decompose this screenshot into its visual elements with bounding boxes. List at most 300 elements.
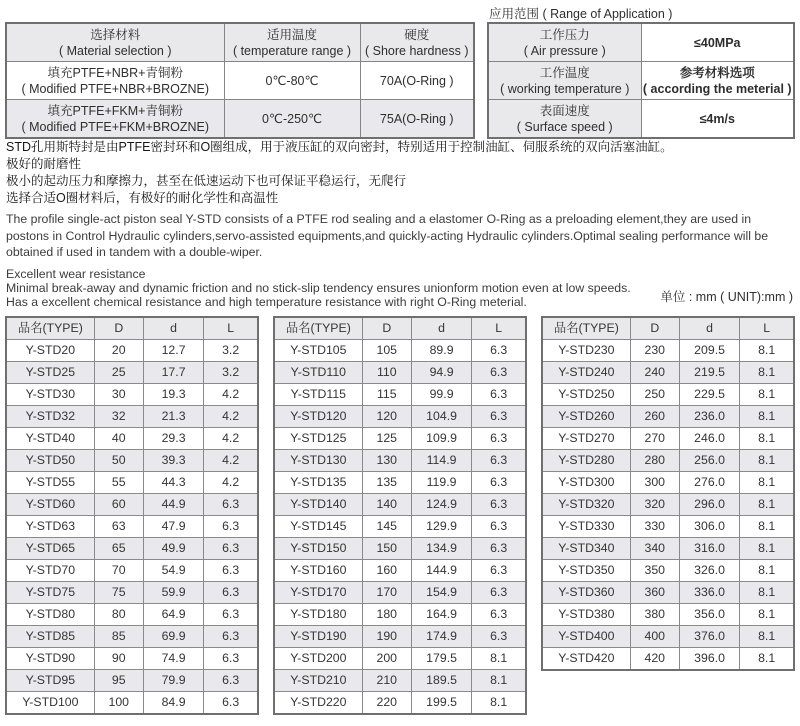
d-inner-cell: 326.0 bbox=[679, 560, 739, 582]
d-inner-cell: 316.0 bbox=[679, 538, 739, 560]
d-inner-cell: 336.0 bbox=[679, 582, 739, 604]
type-cell: Y-STD30 bbox=[6, 384, 94, 406]
table-row bbox=[274, 648, 526, 670]
l-cell: 6.3 bbox=[204, 626, 258, 648]
table-row bbox=[6, 406, 258, 428]
material-cell bbox=[6, 62, 224, 100]
d-inner-cell: 64.9 bbox=[143, 604, 203, 626]
size-table-2 bbox=[273, 316, 527, 715]
l-cell: 6.3 bbox=[204, 648, 258, 670]
d-outer-cell: 240 bbox=[630, 362, 679, 384]
header-en: ( Material selection ) bbox=[58, 43, 172, 58]
d-inner-cell: 119.9 bbox=[411, 472, 471, 494]
d-inner-cell: 74.9 bbox=[143, 648, 203, 670]
table-row bbox=[274, 670, 526, 692]
unit-note: 单位 : mm ( UNIT):mm ) bbox=[660, 290, 793, 304]
d-inner-cell: 236.0 bbox=[679, 406, 739, 428]
l-cell: 8.1 bbox=[740, 604, 794, 626]
label-en: ( Air pressure ) bbox=[523, 43, 606, 58]
table-row bbox=[6, 560, 258, 582]
type-cell: Y-STD330 bbox=[542, 516, 630, 538]
d-outer-cell: 300 bbox=[630, 472, 679, 494]
material-en: ( Modified PTFE+FKM+BROZNE) bbox=[21, 119, 210, 134]
l-cell: 4.2 bbox=[204, 472, 258, 494]
air-pressure-value bbox=[641, 23, 794, 62]
table-row bbox=[6, 670, 258, 692]
l-cell: 8.1 bbox=[740, 626, 794, 648]
value-line: ≤40MPa bbox=[694, 35, 741, 50]
d-outer-cell: 60 bbox=[94, 494, 143, 516]
d-outer-cell: 95 bbox=[94, 670, 143, 692]
d-inner-cell: 229.5 bbox=[679, 384, 739, 406]
table-row bbox=[274, 384, 526, 406]
type-cell: Y-STD80 bbox=[6, 604, 94, 626]
d-outer-cell: 55 bbox=[94, 472, 143, 494]
l-cell: 6.3 bbox=[204, 692, 258, 715]
table-row bbox=[542, 406, 794, 428]
l-cell: 6.3 bbox=[472, 494, 526, 516]
type-cell: Y-STD350 bbox=[542, 560, 630, 582]
d-inner-cell: 39.3 bbox=[143, 450, 203, 472]
d-inner-cell: 19.3 bbox=[143, 384, 203, 406]
table-row bbox=[274, 406, 526, 428]
d-outer-cell: 350 bbox=[630, 560, 679, 582]
type-cell: Y-STD75 bbox=[6, 582, 94, 604]
l-cell: 6.3 bbox=[472, 428, 526, 450]
description-line-zh: 选择合适O圈材料后，有极好的耐化学性和高温性 bbox=[6, 191, 279, 205]
l-cell: 6.3 bbox=[472, 384, 526, 406]
label-zh: 工作温度 bbox=[539, 65, 590, 80]
d-inner-cell: 129.9 bbox=[411, 516, 471, 538]
type-cell: Y-STD85 bbox=[6, 626, 94, 648]
d-outer-cell: 180 bbox=[362, 604, 411, 626]
d-outer-cell: 210 bbox=[362, 670, 411, 692]
type-cell: Y-STD145 bbox=[274, 516, 362, 538]
type-cell: Y-STD280 bbox=[542, 450, 630, 472]
d-inner-column-header: d bbox=[411, 317, 471, 340]
type-cell: Y-STD200 bbox=[274, 648, 362, 670]
table-row bbox=[274, 538, 526, 560]
working-temperature-label bbox=[488, 62, 641, 100]
size-table-header-row bbox=[542, 317, 794, 340]
type-cell: Y-STD320 bbox=[542, 494, 630, 516]
value-line: 参考材料选项 bbox=[679, 65, 755, 80]
table-row bbox=[6, 472, 258, 494]
table-row bbox=[542, 450, 794, 472]
d-inner-cell: 276.0 bbox=[679, 472, 739, 494]
table-row bbox=[6, 362, 258, 384]
d-inner-cell: 189.5 bbox=[411, 670, 471, 692]
air-pressure-label bbox=[488, 23, 641, 62]
table-row bbox=[6, 62, 474, 100]
d-outer-cell: 280 bbox=[630, 450, 679, 472]
type-cell: Y-STD63 bbox=[6, 516, 94, 538]
d-outer-cell: 50 bbox=[94, 450, 143, 472]
d-outer-cell: 400 bbox=[630, 626, 679, 648]
l-cell: 8.1 bbox=[740, 516, 794, 538]
table-row bbox=[542, 538, 794, 560]
d-outer-cell: 360 bbox=[630, 582, 679, 604]
l-cell: 6.3 bbox=[472, 516, 526, 538]
d-inner-cell: 164.9 bbox=[411, 604, 471, 626]
type-cell: Y-STD220 bbox=[274, 692, 362, 715]
type-cell: Y-STD20 bbox=[6, 340, 94, 362]
type-column-header: 品名(TYPE) bbox=[274, 317, 362, 340]
type-cell: Y-STD60 bbox=[6, 494, 94, 516]
d-inner-cell: 21.3 bbox=[143, 406, 203, 428]
type-cell: Y-STD25 bbox=[6, 362, 94, 384]
d-inner-cell: 54.9 bbox=[143, 560, 203, 582]
table-row bbox=[6, 340, 258, 362]
d-inner-cell: 179.5 bbox=[411, 648, 471, 670]
l-cell: 6.3 bbox=[472, 560, 526, 582]
table-row bbox=[488, 62, 794, 100]
l-column-header: L bbox=[204, 317, 258, 340]
header-zh: 选择材料 bbox=[90, 27, 141, 42]
table-row bbox=[6, 692, 258, 715]
table-row bbox=[6, 100, 474, 139]
l-cell: 8.1 bbox=[740, 648, 794, 671]
l-cell: 8.1 bbox=[740, 406, 794, 428]
hardness-cell: 70A(O-Ring ) bbox=[360, 62, 474, 100]
l-cell: 3.2 bbox=[204, 362, 258, 384]
table-row bbox=[6, 516, 258, 538]
type-cell: Y-STD150 bbox=[274, 538, 362, 560]
material-header-row bbox=[6, 23, 474, 62]
size-table-header-row bbox=[274, 317, 526, 340]
d-inner-cell: 47.9 bbox=[143, 516, 203, 538]
d-outer-cell: 135 bbox=[362, 472, 411, 494]
table-row bbox=[6, 648, 258, 670]
description-line-zh: 极好的耐磨性 bbox=[6, 157, 82, 171]
d-outer-cell: 80 bbox=[94, 604, 143, 626]
header-en: ( Shore hardness ) bbox=[364, 43, 469, 58]
table-row bbox=[542, 582, 794, 604]
d-outer-cell: 160 bbox=[362, 560, 411, 582]
material-zh: 填充PTFE+NBR+青铜粉 bbox=[47, 65, 183, 80]
table-row bbox=[6, 384, 258, 406]
description-line-zh: STD孔用斯特封是由PTFE密封环和O圈组成，用于液压缸的双向密封，特别适用于控制油缸、伺服系统的双向活塞油缸。 bbox=[6, 140, 673, 154]
working-temperature-value bbox=[641, 62, 794, 100]
label-zh: 工作压力 bbox=[539, 27, 590, 42]
d-inner-cell: 114.9 bbox=[411, 450, 471, 472]
type-cell: Y-STD120 bbox=[274, 406, 362, 428]
d-outer-cell: 130 bbox=[362, 450, 411, 472]
type-cell: Y-STD140 bbox=[274, 494, 362, 516]
l-cell: 6.3 bbox=[472, 538, 526, 560]
table-row bbox=[274, 582, 526, 604]
material-en: ( Modified PTFE+NBR+BROZNE) bbox=[21, 81, 210, 96]
d-outer-cell: 420 bbox=[630, 648, 679, 671]
application-range-table bbox=[487, 22, 795, 139]
l-cell: 4.2 bbox=[204, 428, 258, 450]
d-outer-cell: 65 bbox=[94, 538, 143, 560]
table-row bbox=[542, 362, 794, 384]
d-inner-cell: 12.7 bbox=[143, 340, 203, 362]
d-inner-cell: 79.9 bbox=[143, 670, 203, 692]
l-cell: 6.3 bbox=[204, 604, 258, 626]
d-outer-column-header: D bbox=[362, 317, 411, 340]
type-cell: Y-STD190 bbox=[274, 626, 362, 648]
d-inner-cell: 209.5 bbox=[679, 340, 739, 362]
type-cell: Y-STD125 bbox=[274, 428, 362, 450]
l-cell: 6.3 bbox=[472, 362, 526, 384]
d-inner-cell: 144.9 bbox=[411, 560, 471, 582]
d-inner-cell: 356.0 bbox=[679, 604, 739, 626]
shore-hardness-header bbox=[360, 23, 474, 62]
l-cell: 8.1 bbox=[740, 428, 794, 450]
l-cell: 4.2 bbox=[204, 384, 258, 406]
d-outer-cell: 270 bbox=[630, 428, 679, 450]
table-row bbox=[542, 516, 794, 538]
l-cell: 6.3 bbox=[472, 340, 526, 362]
d-outer-cell: 150 bbox=[362, 538, 411, 560]
d-inner-cell: 44.9 bbox=[143, 494, 203, 516]
d-outer-cell: 30 bbox=[94, 384, 143, 406]
type-cell: Y-STD95 bbox=[6, 670, 94, 692]
d-inner-cell: 99.9 bbox=[411, 384, 471, 406]
table-row bbox=[274, 626, 526, 648]
label-zh: 表面速度 bbox=[539, 103, 590, 118]
type-cell: Y-STD160 bbox=[274, 560, 362, 582]
d-inner-cell: 246.0 bbox=[679, 428, 739, 450]
surface-speed-value bbox=[641, 100, 794, 139]
d-outer-cell: 200 bbox=[362, 648, 411, 670]
d-outer-cell: 32 bbox=[94, 406, 143, 428]
d-outer-cell: 140 bbox=[362, 494, 411, 516]
type-cell: Y-STD380 bbox=[542, 604, 630, 626]
d-inner-cell: 59.9 bbox=[143, 582, 203, 604]
header-zh: 硬度 bbox=[404, 27, 430, 42]
l-cell: 6.3 bbox=[472, 582, 526, 604]
type-cell: Y-STD55 bbox=[6, 472, 94, 494]
d-inner-cell: 17.7 bbox=[143, 362, 203, 384]
table-row bbox=[274, 428, 526, 450]
l-cell: 4.2 bbox=[204, 450, 258, 472]
l-cell: 6.3 bbox=[204, 538, 258, 560]
d-outer-column-header: D bbox=[94, 317, 143, 340]
l-cell: 8.1 bbox=[740, 494, 794, 516]
material-selection-header bbox=[6, 23, 224, 62]
d-inner-cell: 256.0 bbox=[679, 450, 739, 472]
l-cell: 8.1 bbox=[472, 670, 526, 692]
d-outer-cell: 190 bbox=[362, 626, 411, 648]
d-outer-cell: 330 bbox=[630, 516, 679, 538]
d-outer-column-header: D bbox=[630, 317, 679, 340]
type-cell: Y-STD340 bbox=[542, 538, 630, 560]
table-row bbox=[542, 560, 794, 582]
table-row bbox=[274, 604, 526, 626]
type-cell: Y-STD230 bbox=[542, 340, 630, 362]
l-cell: 6.3 bbox=[204, 582, 258, 604]
l-cell: 6.3 bbox=[472, 604, 526, 626]
d-inner-cell: 396.0 bbox=[679, 648, 739, 671]
d-outer-cell: 75 bbox=[94, 582, 143, 604]
d-inner-cell: 219.5 bbox=[679, 362, 739, 384]
type-cell: Y-STD40 bbox=[6, 428, 94, 450]
table-row bbox=[542, 428, 794, 450]
d-outer-cell: 85 bbox=[94, 626, 143, 648]
type-cell: Y-STD210 bbox=[274, 670, 362, 692]
surface-speed-label bbox=[488, 100, 641, 139]
size-tables bbox=[5, 316, 795, 715]
d-outer-cell: 70 bbox=[94, 560, 143, 582]
material-zh: 填充PTFE+FKM+青铜粉 bbox=[47, 103, 183, 118]
table-row bbox=[6, 604, 258, 626]
table-row bbox=[542, 604, 794, 626]
type-cell: Y-STD250 bbox=[542, 384, 630, 406]
type-column-header: 品名(TYPE) bbox=[6, 317, 94, 340]
feature-line: Minimal break-away and dynamic friction and no stick-slip tendency ensures unionform motion even at low speeds. bbox=[6, 280, 631, 295]
type-cell: Y-STD90 bbox=[6, 648, 94, 670]
temperature-range-header bbox=[224, 23, 360, 62]
d-inner-cell: 174.9 bbox=[411, 626, 471, 648]
label-en: ( Surface speed ) bbox=[516, 119, 613, 134]
l-cell: 4.2 bbox=[204, 406, 258, 428]
l-cell: 8.1 bbox=[740, 362, 794, 384]
table-row bbox=[6, 538, 258, 560]
table-row bbox=[542, 494, 794, 516]
d-outer-cell: 120 bbox=[362, 406, 411, 428]
application-range-title: 应用范围 ( Range of Application ) bbox=[489, 7, 673, 21]
d-outer-cell: 115 bbox=[362, 384, 411, 406]
d-inner-cell: 306.0 bbox=[679, 516, 739, 538]
l-cell: 6.3 bbox=[472, 406, 526, 428]
temperature-cell: 0℃-250℃ bbox=[224, 100, 360, 139]
l-cell: 8.1 bbox=[740, 472, 794, 494]
table-row bbox=[6, 428, 258, 450]
d-outer-cell: 320 bbox=[630, 494, 679, 516]
type-cell: Y-STD65 bbox=[6, 538, 94, 560]
d-inner-cell: 94.9 bbox=[411, 362, 471, 384]
type-cell: Y-STD70 bbox=[6, 560, 94, 582]
type-cell: Y-STD240 bbox=[542, 362, 630, 384]
d-inner-cell: 124.9 bbox=[411, 494, 471, 516]
d-outer-cell: 380 bbox=[630, 604, 679, 626]
size-table-header-row bbox=[6, 317, 258, 340]
description-block bbox=[6, 139, 794, 309]
description-line-zh: 极小的起动压力和摩擦力，甚至在低速运动下也可保证平稳运行，无爬行 bbox=[6, 174, 407, 188]
d-inner-cell: 89.9 bbox=[411, 340, 471, 362]
value-line: ( according the meterial ) bbox=[642, 81, 792, 96]
type-cell: Y-STD50 bbox=[6, 450, 94, 472]
table-row bbox=[6, 450, 258, 472]
l-cell: 3.2 bbox=[204, 340, 258, 362]
d-outer-cell: 40 bbox=[94, 428, 143, 450]
table-row bbox=[274, 340, 526, 362]
l-column-header: L bbox=[740, 317, 794, 340]
d-inner-cell: 199.5 bbox=[411, 692, 471, 715]
table-row bbox=[6, 626, 258, 648]
feature-line: Excellent wear resistance bbox=[6, 266, 146, 281]
d-inner-cell: 84.9 bbox=[143, 692, 203, 715]
type-cell: Y-STD130 bbox=[274, 450, 362, 472]
d-inner-cell: 104.9 bbox=[411, 406, 471, 428]
header-zh: 适用温度 bbox=[266, 27, 317, 42]
d-outer-cell: 220 bbox=[362, 692, 411, 715]
table-row bbox=[488, 23, 794, 62]
l-cell: 6.3 bbox=[472, 450, 526, 472]
d-outer-cell: 105 bbox=[362, 340, 411, 362]
table-row bbox=[274, 472, 526, 494]
l-cell: 6.3 bbox=[472, 472, 526, 494]
d-inner-cell: 29.3 bbox=[143, 428, 203, 450]
table-row bbox=[274, 692, 526, 715]
table-row bbox=[6, 582, 258, 604]
l-cell: 8.1 bbox=[740, 538, 794, 560]
d-outer-cell: 340 bbox=[630, 538, 679, 560]
material-cell bbox=[6, 100, 224, 139]
d-inner-cell: 109.9 bbox=[411, 428, 471, 450]
type-cell: Y-STD400 bbox=[542, 626, 630, 648]
table-row bbox=[6, 494, 258, 516]
l-cell: 6.3 bbox=[204, 494, 258, 516]
material-selection-table bbox=[5, 22, 475, 139]
d-inner-cell: 376.0 bbox=[679, 626, 739, 648]
feature-line: Has a excellent chemical resistance and high temperature resistance with right O-Ring meterial. bbox=[6, 294, 527, 309]
table-row bbox=[274, 560, 526, 582]
d-outer-cell: 110 bbox=[362, 362, 411, 384]
d-outer-cell: 63 bbox=[94, 516, 143, 538]
size-table-1 bbox=[5, 316, 259, 715]
d-inner-cell: 44.3 bbox=[143, 472, 203, 494]
d-outer-cell: 260 bbox=[630, 406, 679, 428]
table-row bbox=[542, 384, 794, 406]
type-cell: Y-STD270 bbox=[542, 428, 630, 450]
l-cell: 6.3 bbox=[204, 560, 258, 582]
l-cell: 8.1 bbox=[740, 450, 794, 472]
type-cell: Y-STD105 bbox=[274, 340, 362, 362]
type-cell: Y-STD110 bbox=[274, 362, 362, 384]
table-row bbox=[542, 340, 794, 362]
d-inner-cell: 134.9 bbox=[411, 538, 471, 560]
l-cell: 8.1 bbox=[740, 384, 794, 406]
type-cell: Y-STD135 bbox=[274, 472, 362, 494]
d-outer-cell: 250 bbox=[630, 384, 679, 406]
l-cell: 6.3 bbox=[204, 516, 258, 538]
d-inner-column-header: d bbox=[679, 317, 739, 340]
temperature-cell: 0℃-80℃ bbox=[224, 62, 360, 100]
type-cell: Y-STD100 bbox=[6, 692, 94, 715]
d-outer-cell: 100 bbox=[94, 692, 143, 715]
type-cell: Y-STD260 bbox=[542, 406, 630, 428]
table-row bbox=[274, 516, 526, 538]
type-cell: Y-STD420 bbox=[542, 648, 630, 671]
d-inner-cell: 49.9 bbox=[143, 538, 203, 560]
table-row bbox=[542, 626, 794, 648]
l-cell: 8.1 bbox=[472, 648, 526, 670]
d-outer-cell: 230 bbox=[630, 340, 679, 362]
type-cell: Y-STD170 bbox=[274, 582, 362, 604]
d-outer-cell: 90 bbox=[94, 648, 143, 670]
d-inner-cell: 154.9 bbox=[411, 582, 471, 604]
d-outer-cell: 125 bbox=[362, 428, 411, 450]
l-cell: 8.1 bbox=[740, 340, 794, 362]
d-inner-cell: 296.0 bbox=[679, 494, 739, 516]
type-cell: Y-STD300 bbox=[542, 472, 630, 494]
size-table-3 bbox=[541, 316, 795, 671]
l-cell: 6.3 bbox=[204, 670, 258, 692]
type-cell: Y-STD180 bbox=[274, 604, 362, 626]
type-cell: Y-STD360 bbox=[542, 582, 630, 604]
l-cell: 8.1 bbox=[740, 560, 794, 582]
label-en: ( working temperature ) bbox=[500, 81, 630, 96]
d-inner-cell: 69.9 bbox=[143, 626, 203, 648]
value-line: ≤4m/s bbox=[699, 111, 735, 126]
l-column-header: L bbox=[472, 317, 526, 340]
d-inner-column-header: d bbox=[143, 317, 203, 340]
header-en: ( temperature range ) bbox=[232, 43, 352, 58]
